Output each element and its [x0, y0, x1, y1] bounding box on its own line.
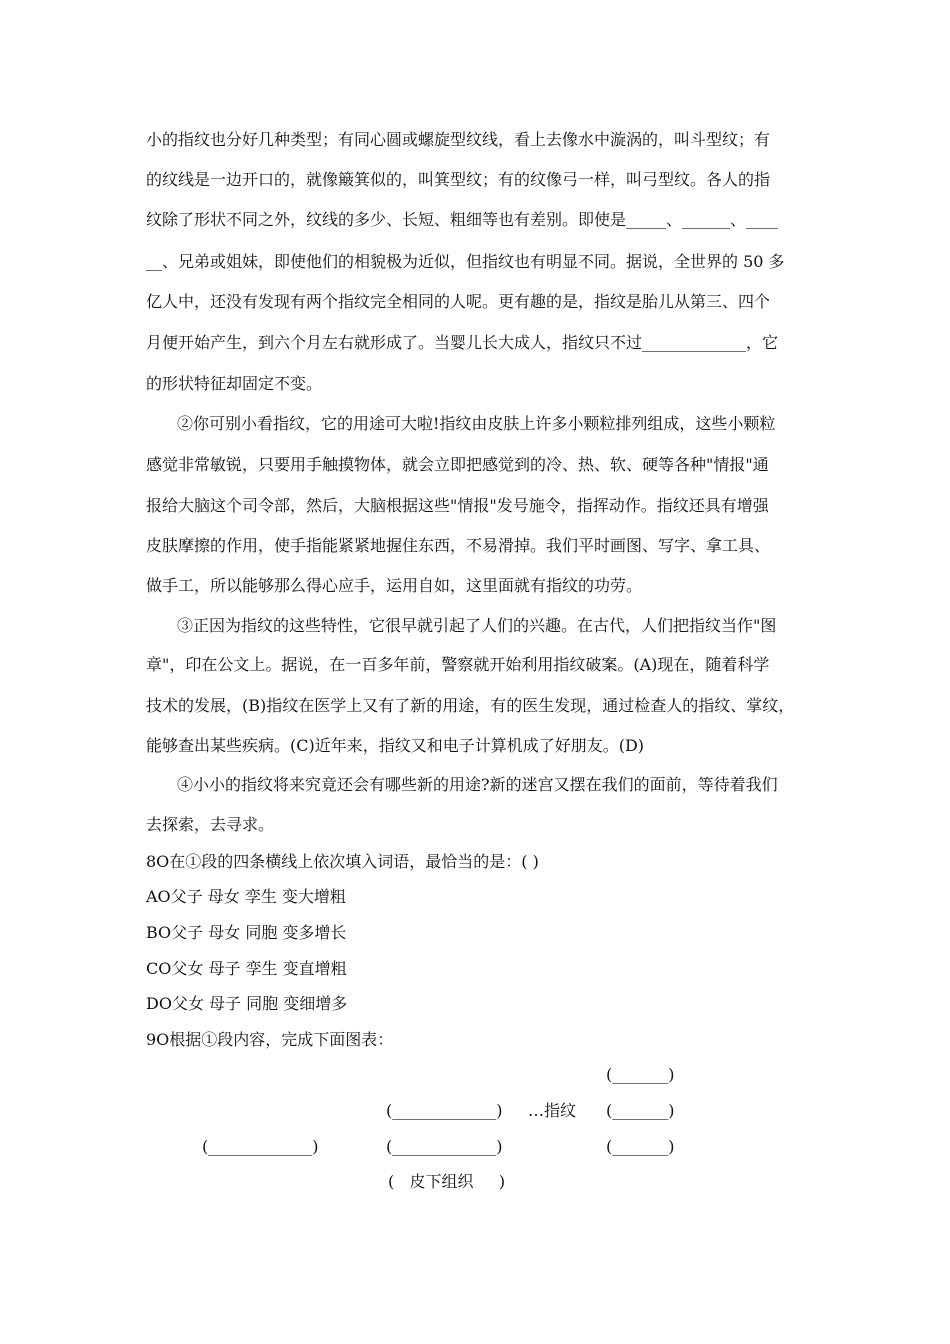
p3-line-3: 技术的发展，(B)指纹在医学上又有了新的用途，有的医生发现，通过检查人的指纹、掌纹，	[146, 696, 795, 715]
p3-line-1: ③正因为指纹的这些特性，它很早就引起了人们的兴趣。在古代，人们把指纹当作"图	[177, 616, 777, 635]
p2-line-1: ②你可别小看指纹，它的用途可大啦!指纹由皮肤上许多小颗粒排列组成，这些小颗粒	[177, 414, 776, 433]
diagram-right-blank-3: (_______)	[606, 1137, 675, 1156]
q8-option-a: AO父子 母女 孪生 变大增粗	[146, 887, 346, 906]
diagram-right-blank-2: (_______)	[606, 1101, 675, 1120]
p4-line-2: 去探索，去寻求。	[146, 815, 275, 834]
diagram-left-blank: (_____________)	[202, 1137, 319, 1156]
p1-line-1: 小的指纹也分好几种类型；有同心圆或螺旋型纹线，看上去像水中漩涡的，叫斗型纹；有	[146, 130, 771, 149]
diagram-bottom-label: ( 皮下组织 )	[388, 1172, 506, 1191]
q8-option-b: BO父子 母女 同胞 变多增长	[146, 923, 347, 942]
diagram-mid-bottom-blank: (_____________)	[386, 1137, 503, 1156]
p2-line-4: 皮肤摩擦的作用，使手指能紧紧地握住东西，不易滑掉。我们平时画图、写字、拿工具、	[146, 536, 771, 555]
diagram-mid-top-blank: (_____________)	[386, 1101, 503, 1120]
p1-line-7: 的形状特征却固定不变。	[146, 374, 323, 393]
p3-line-4: 能够查出某些疾病。(C)近年来，指纹又和电子计算机成了好朋友。(D)	[146, 736, 645, 755]
p4-line-1: ④小小的指纹将来究竟还会有哪些新的用途?新的迷宫又摆在我们的面前，等待着我们	[177, 775, 778, 794]
p2-line-5: 做手工，所以能够那么得心应手，运用自如，这里面就有指纹的功劳。	[146, 576, 643, 595]
diagram-right-blank-1: (_______)	[606, 1065, 675, 1084]
p3-line-2: 章"，印在公文上。据说，在一百多年前，警察就开始利用指纹破案。(A)现在，随着科学	[146, 655, 770, 674]
q8-option-d: DO父女 母子 同胞 变细增多	[146, 994, 348, 1013]
p1-line-2: 的纹线是一边开口的，就像簸箕似的，叫箕型纹；有的纹像弓一样，叫弓型纹。各人的指	[146, 170, 771, 189]
p2-line-2: 感觉非常敏锐，只要用手触摸物体，就会立即把感觉到的冷、热、软、硬等各种"情报"通	[146, 455, 769, 474]
q9-stem: 9O根据①段内容，完成下面图表：	[146, 1030, 394, 1049]
p1-line-6: 月便开始产生，到六个月左右就形成了。当婴儿长大成人，指纹只不过_____________，它	[146, 333, 779, 352]
q8-option-c: CO父女 母子 孪生 变直增粗	[146, 959, 347, 978]
diagram-center-label: …指纹	[528, 1101, 577, 1120]
p2-line-3: 报给大脑这个司令部，然后，大脑根据这些"情报"发号施令，指挥动作。指纹还具有增强	[146, 496, 769, 515]
p1-line-4: __、兄弟或姐妹，即使他们的相貌极为近似，但指纹也有明显不同。据说，全世界的 50 多	[146, 252, 785, 271]
p1-line-3: 纹除了形状不同之外，纹线的多少、长短、粗细等也有差别。即使是_____、______、____	[146, 210, 779, 229]
q8-stem: 8O在①段的四条横线上依次填入词语，最恰当的是：( )	[146, 852, 539, 871]
p1-line-5: 亿人中，还没有发现有两个指纹完全相同的人呢。更有趣的是，指纹是胎儿从第三、四个	[146, 292, 771, 311]
